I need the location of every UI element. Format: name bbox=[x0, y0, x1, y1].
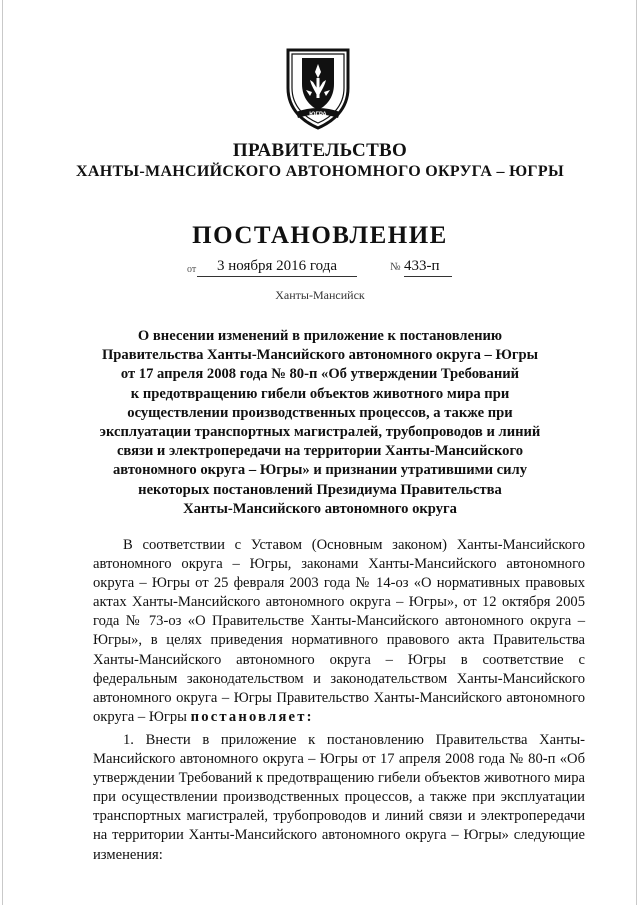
document-city: Ханты-Мансийск bbox=[275, 288, 365, 302]
heading-line: осуществлении производственных процессов, а также при bbox=[127, 404, 513, 421]
date-prefix: от bbox=[187, 264, 197, 275]
preamble-paragraph bbox=[93, 536, 585, 727]
heading-line: эксплуатации транспортных магистралей, трубопроводов и линий bbox=[99, 424, 541, 441]
document-number: 433-п bbox=[404, 258, 452, 277]
government-region: ХАНТЫ-МАНСИЙСКОГО АВТОНОМНОГО ОКРУГА – ЮГРЫ bbox=[75, 163, 564, 180]
clause-1 bbox=[93, 731, 585, 865]
scan-edge-right bbox=[636, 0, 637, 905]
document-date: 3 ноября 2016 года bbox=[197, 258, 357, 277]
heading-line: к предотвращению гибели объектов животного мира при bbox=[130, 385, 510, 402]
heading-line: Правительства Ханты-Мансийского автономного округа – Югры bbox=[101, 347, 539, 364]
heading-line: автономного округа – Югры» и признании утратившими силу bbox=[113, 462, 527, 479]
document-type: ПОСТАНОВЛЕНИЕ bbox=[192, 222, 448, 249]
document-heading bbox=[70, 327, 570, 519]
heading-line: связи и электропередачи на территории Ханты-Мансийского bbox=[116, 443, 524, 460]
number-prefix: № bbox=[390, 261, 401, 273]
government-title: ПРАВИТЕЛЬСТВО bbox=[232, 140, 408, 161]
heading-line: некоторых постановлений Президиума Правительства bbox=[138, 481, 502, 498]
date-line bbox=[0, 258, 640, 280]
decree-word: постановляет: bbox=[190, 708, 314, 725]
clause-1-text: 1. Внести в приложение к постановлению Правительства Ханты-Мансийского автономного округа – Югры от 17 апреля 2008 года № 80-п «Об утверждении Требований к предотвращению гибели объектов животного мира при осуществлении производственных процессов, а также при эксплуатации транспортных магистралей, трубопроводов и линий связи и электропередачи на территории Ханты-Мансийского автономного округа – Югры» следующие изменения: bbox=[93, 732, 585, 863]
heading-line: О внесении изменений в приложение к постановлению bbox=[137, 328, 503, 344]
preamble-text: В соответствии с Уставом (Основным законом) Ханты-Мансийского автономного округа – Югры, законами Ханты-Мансийского автономного округа – Югры от 25 февраля 2003 года № 14-оз «О нормативных правовых актах Ханты-Мансийского автономного округа – Югры», от 12 октября 2005 года № 73-оз «О Правительстве Ханты-Мансийского автономного округа – Югры», в целях приведения нормативного правового акта Правительства Ханты-Мансийского автономного округа – Югры в соответствие с федеральным законодательством и законодательством Ханты-Мансийского автономного округа – Югры Правительство Ханты-Мансийского автономного округа – Югры bbox=[93, 537, 585, 725]
coat-of-arms-icon bbox=[282, 44, 354, 130]
emblem-banner: ЮГРА bbox=[309, 112, 327, 118]
heading-line: от 17 апреля 2008 года № 80-п «Об утверждении Требований bbox=[120, 366, 520, 383]
heading-line: Ханты-Мансийского автономного округа bbox=[183, 500, 457, 517]
scan-edge-left bbox=[2, 0, 3, 905]
